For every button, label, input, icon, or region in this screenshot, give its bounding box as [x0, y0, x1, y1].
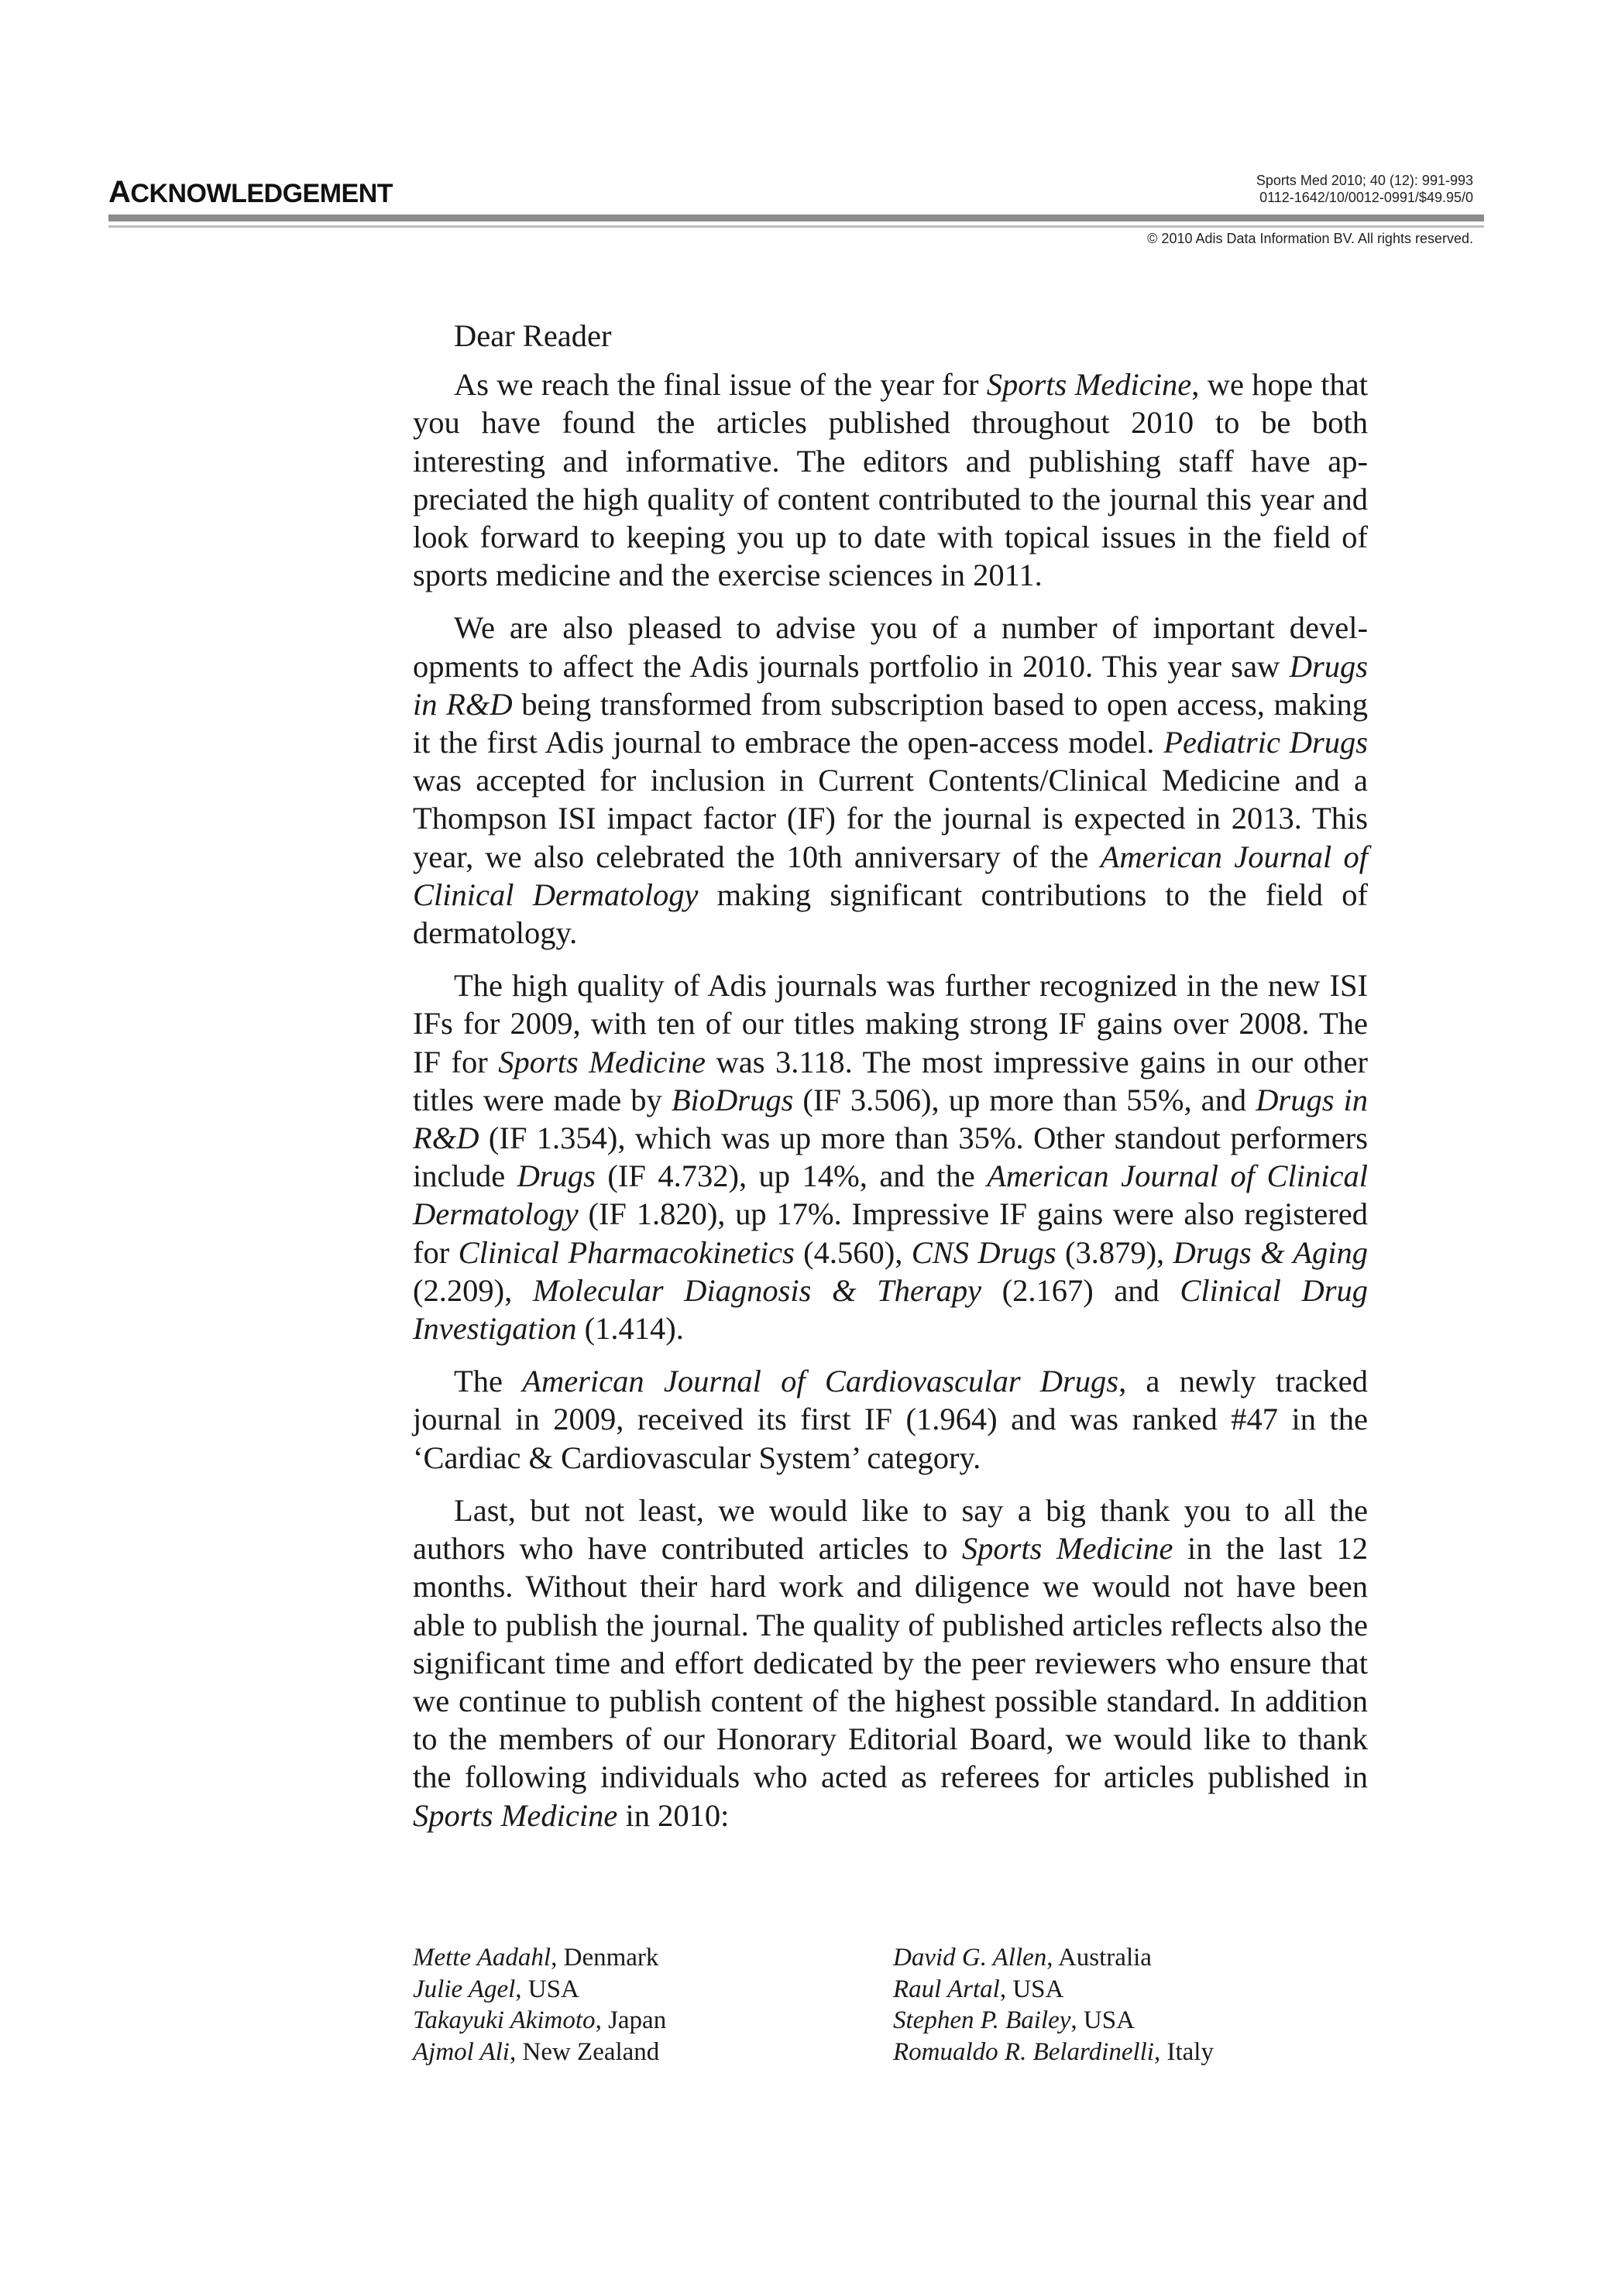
journal-title-text: American Journal of Clinical Dermatology — [413, 1158, 1368, 1232]
referee-separator: , — [999, 1975, 1013, 2003]
referee-country: Japan — [608, 2006, 667, 2034]
referee-name: Mette Aadahl — [413, 1944, 551, 1972]
paragraph-text: The high quality of Adis journals was further recognized in the new ISI IFs for 2009, with ten of our titles making strong IF gains over 2008. The IF for — [413, 968, 1368, 1079]
referee-entry — [893, 2005, 1368, 2037]
letter-paragraph — [413, 1362, 1368, 1477]
referee-column-left — [413, 1942, 893, 2068]
paragraph-text: (4.560), — [794, 1234, 912, 1270]
letter-paragraph — [413, 1491, 1368, 1834]
referee-country: Australia — [1057, 1944, 1152, 1972]
journal-title-text: Sports Medicine — [961, 1531, 1173, 1567]
referee-separator: , — [1070, 2006, 1084, 2034]
referee-entry — [413, 2005, 893, 2037]
journal-title-text: Drugs & Aging — [1173, 1234, 1368, 1270]
paragraph-text: As we reach the final issue of the year for — [454, 367, 987, 403]
paragraph-text: (3.879), — [1056, 1234, 1173, 1270]
referee-name: Julie Agel — [413, 1975, 516, 2003]
referee-entry — [893, 1974, 1368, 2006]
paragraph-text: being transformed from subscription based to open access, making it the first Adis journal to embrace the open-access model. — [413, 686, 1368, 760]
letter-paragraph — [413, 366, 1368, 594]
section-title-rest: CKNOWLEDGEMENT — [130, 179, 393, 208]
referee-name: Takayuki Akimoto — [413, 2006, 596, 2034]
referee-name: Stephen P. Bailey — [893, 2006, 1071, 2034]
referee-entry — [413, 2037, 893, 2068]
referee-entry — [413, 1974, 893, 2006]
paragraph-text: in the last 12 months. Without their hard work and diligence we would not have been able to publish the journal. The quality of published articles reflects also the significant time and effort dedicated by the peer reviewers who ensure that we continue to publish content of the highest possible standard. In addition to the members of our Honorary Editorial Board, we would like to thank the following individuals who acted as referees for articles published in — [413, 1531, 1368, 1795]
letter-paragraphs — [413, 366, 1368, 1834]
letter-body — [413, 317, 1368, 1849]
paragraph-text: , a newly tracked journal in 2009, received its first IF (1.964) and was ranked #47 in the ‘Cardiac & Cardiovascular System’ category. — [413, 1364, 1369, 1475]
journal-title-text: American Journal of Clinical Dermatology — [413, 839, 1368, 912]
paragraph-text: in 2010: — [617, 1797, 730, 1833]
journal-title-text: Sports Medicine — [498, 1044, 706, 1079]
paragraph-text: (IF 1.354), which was up more than 35%. Other standout performers include — [413, 1121, 1368, 1194]
referee-country: Italy — [1166, 2037, 1214, 2066]
paragraph-text: (2.209), — [413, 1272, 533, 1308]
referee-entry — [893, 1942, 1368, 1974]
journal-title-text: Clinical Drug Investigation — [413, 1272, 1368, 1347]
journal-title-text: Sports Medicine — [413, 1797, 618, 1833]
paragraph-text: , we hope that you have found the articles published throughout 2010 to be both interesting and informative. The editors and publishing staff have appreciated the high quality of content contributed to the journal this year and look forward to keeping you up to date with topical issues in the field of sports medicine and the exercise sciences in 2011. — [413, 367, 1368, 593]
journal-title-text: Clinical Pharmacokinetics — [458, 1234, 795, 1270]
referee-country: USA — [1083, 2006, 1135, 2034]
paragraph-text: (2.167) and — [981, 1272, 1180, 1308]
salutation: Dear Reader — [454, 318, 612, 353]
referee-separator: , — [515, 1975, 528, 2003]
header-rule-secondary — [108, 225, 1484, 228]
paragraph-text: (1.414). — [576, 1311, 684, 1347]
referee-separator: , — [1153, 2037, 1167, 2066]
referee-name: Romualdo R. Belardinelli — [893, 2037, 1154, 2066]
referee-column-right — [893, 1942, 1368, 2068]
paragraph-text: Last, but not least, we would like to say a big thank you to all the authors who have contributed articles to — [413, 1492, 1368, 1567]
journal-title-text: BioDrugs — [671, 1082, 794, 1117]
referee-country: New Zealand — [522, 2037, 660, 2066]
referee-separator: , — [595, 2006, 609, 2034]
paragraph-text: (IF 1.820), up 17%. Impressive IF gains were also registered for — [413, 1196, 1368, 1270]
referee-name: David G. Allen — [893, 1944, 1047, 1972]
referee-country: USA — [1012, 1975, 1064, 2003]
referee-list — [413, 1942, 1368, 2068]
section-title — [108, 175, 393, 210]
copyright-notice: © 2010 Adis Data Information BV. All rights reserved. — [1147, 231, 1473, 246]
letter-paragraph — [413, 966, 1368, 1347]
journal-citation-block — [1256, 172, 1473, 206]
referee-separator: , — [1046, 1944, 1058, 1972]
journal-title-text: American Journal of Cardiovascular Drugs — [522, 1364, 1119, 1399]
referee-entry — [413, 1942, 893, 1974]
paragraph-text: (IF 3.506), up more than 55%, and — [793, 1082, 1256, 1117]
referee-separator: , — [509, 2037, 523, 2066]
section-title-initial: A — [108, 175, 131, 209]
article-code: 0112-1642/10/0012-0991/$49.95/0 — [1259, 190, 1473, 205]
referee-separator: , — [551, 1944, 564, 1972]
journal-title-text: Sports Medicine — [986, 367, 1192, 403]
journal-citation: Sports Med 2010; 40 (12): 991-993 — [1256, 173, 1473, 188]
journal-title-text: Pediatric Drugs — [1163, 725, 1368, 760]
header-rule — [108, 214, 1484, 221]
paragraph-text: (IF 4.732), up 14%, and the — [595, 1158, 988, 1194]
journal-title-text: Drugs — [517, 1158, 596, 1194]
paragraph-text: The — [454, 1364, 523, 1399]
letter-paragraph — [413, 609, 1368, 952]
referee-name: Raul Artal — [893, 1975, 1000, 2003]
paragraph-text: was accepted for inclusion in Current Contents/Clinical Medicine and a Thompson ISI impact factor (IF) for the journal is expected in 2013. This year, we also celebrated the 10th anniversary of the — [413, 763, 1368, 874]
referee-country: USA — [527, 1975, 579, 2003]
paragraph-text: We are also pleased to advise you of a number of important developments to affect the Adis journals portfolio in 2010. This year saw — [413, 610, 1368, 684]
paragraph-text: making significant contributions to the field of dermatology. — [413, 877, 1368, 951]
referee-name: Ajmol Ali — [413, 2037, 510, 2066]
referee-country: Denmark — [563, 1944, 659, 1972]
journal-title-text: Molecular Diagnosis & Therapy — [532, 1272, 982, 1308]
paragraph-text: was 3.118. The most impressive gains in our other titles were made by — [413, 1044, 1368, 1117]
journal-title-text: Drugs in R&D — [413, 648, 1368, 722]
journal-title-text: Drugs in R&D — [413, 1082, 1369, 1156]
journal-title-text: CNS Drugs — [911, 1234, 1056, 1270]
referee-entry — [893, 2037, 1368, 2068]
